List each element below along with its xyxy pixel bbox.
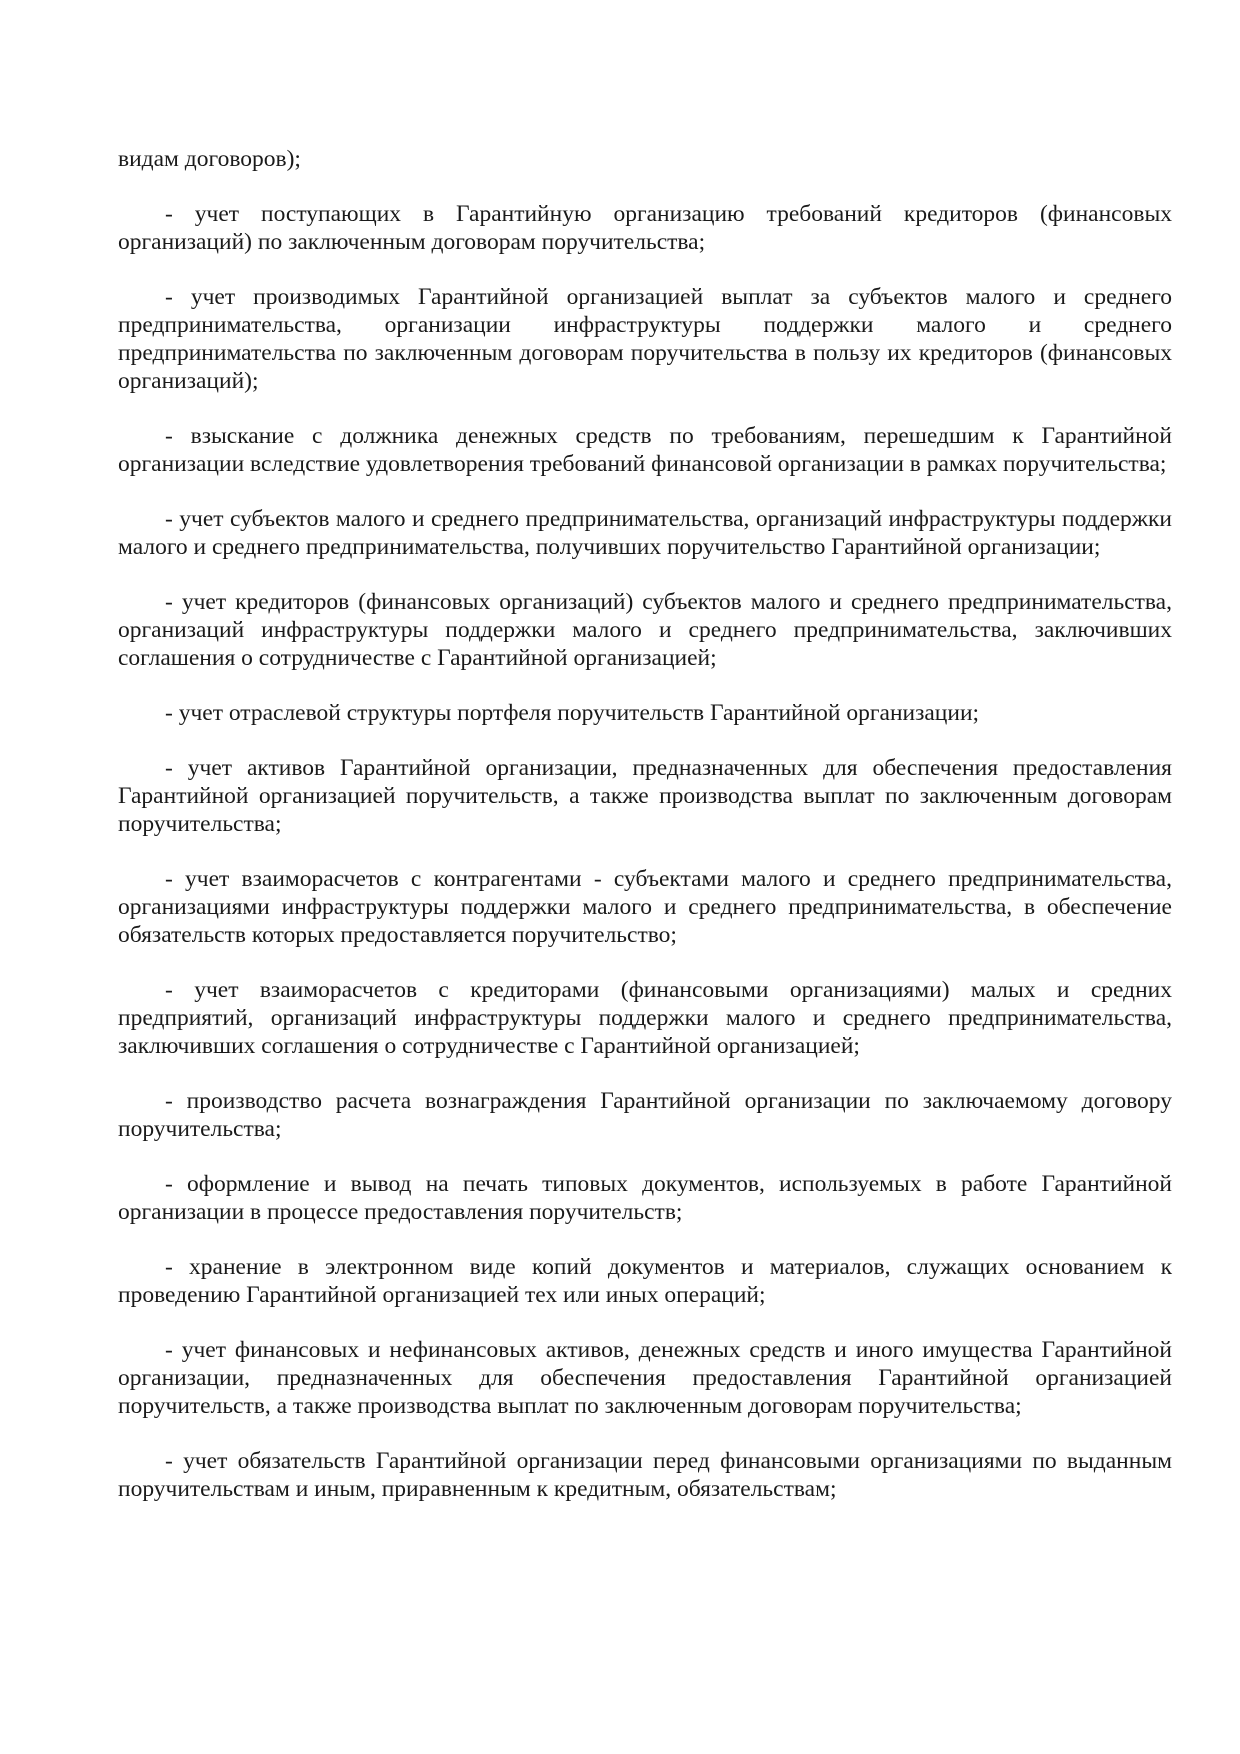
paragraph: - учет финансовых и нефинансовых активов, денежных средств и иного имущества Гарантийной организации, предназначенных для обеспечения предоставления Гарантийной организацией поручительств, а также производства выплат по заключенным договорам поручительства;	[118, 1337, 1172, 1419]
paragraph: - хранение в электронном виде копий документов и материалов, служащих основанием к проведению Гарантийной организацией тех или иных операций;	[118, 1254, 1172, 1308]
paragraph: - взыскание с должника денежных средств по требованиям, перешедшим к Гарантийной организации вследствие удовлетворения требований финансовой организации в рамках поручительства;	[118, 423, 1172, 477]
paragraph: - учет отраслевой структуры портфеля поручительств Гарантийной организации;	[165, 700, 980, 726]
paragraph: - учет обязательств Гарантийной организации перед финансовыми организациями по выданным поручительствам и иным, приравненным к кредитным, обязательствам;	[118, 1448, 1172, 1502]
paragraph: - учет кредиторов (финансовых организаций) субъектов малого и среднего предпринимательства, организаций инфраструктуры поддержки малого и среднего предпринимательства, заключивших соглашения о сотрудничестве с Гарантийной организацией;	[118, 589, 1172, 671]
paragraph: - учет активов Гарантийной организации, предназначенных для обеспечения предоставления Гарантийной организацией поручительств, а также производства выплат по заключенным договорам поручительства;	[118, 755, 1172, 837]
paragraph: - учет взаиморасчетов с контрагентами - субъектами малого и среднего предпринимательства, организациями инфраструктуры поддержки малого и среднего предпринимательства, в обеспечение обязательств которых предоставляется поручительство;	[118, 866, 1172, 948]
paragraph: - учет взаиморасчетов с кредиторами (финансовыми организациями) малых и средних предприятий, организаций инфраструктуры поддержки малого и среднего предпринимательства, заключивших соглашения о сотрудничестве с Гарантийной организацией;	[118, 977, 1172, 1059]
paragraph: - производство расчета вознаграждения Гарантийной организации по заключаемому договору поручительства;	[118, 1088, 1172, 1142]
document-body	[118, 145, 1172, 1530]
paragraph: - учет поступающих в Гарантийную организацию требований кредиторов (финансовых организаций) по заключенным договорам поручительства;	[118, 201, 1172, 255]
paragraph: - оформление и вывод на печать типовых документов, используемых в работе Гарантийной организации в процессе предоставления поручительств;	[118, 1171, 1172, 1225]
paragraph: видам договоров);	[118, 146, 301, 172]
paragraph: - учет производимых Гарантийной организацией выплат за субъектов малого и среднего предпринимательства, организации инфраструктуры поддержки малого и среднего предпринимательства по заключенным договорам поручительства в пользу их кредиторов (финансовых организаций);	[118, 284, 1172, 394]
paragraph: - учет субъектов малого и среднего предпринимательства, организаций инфраструктуры поддержки малого и среднего предпринимательства, получивших поручительство Гарантийной организации;	[118, 506, 1172, 560]
